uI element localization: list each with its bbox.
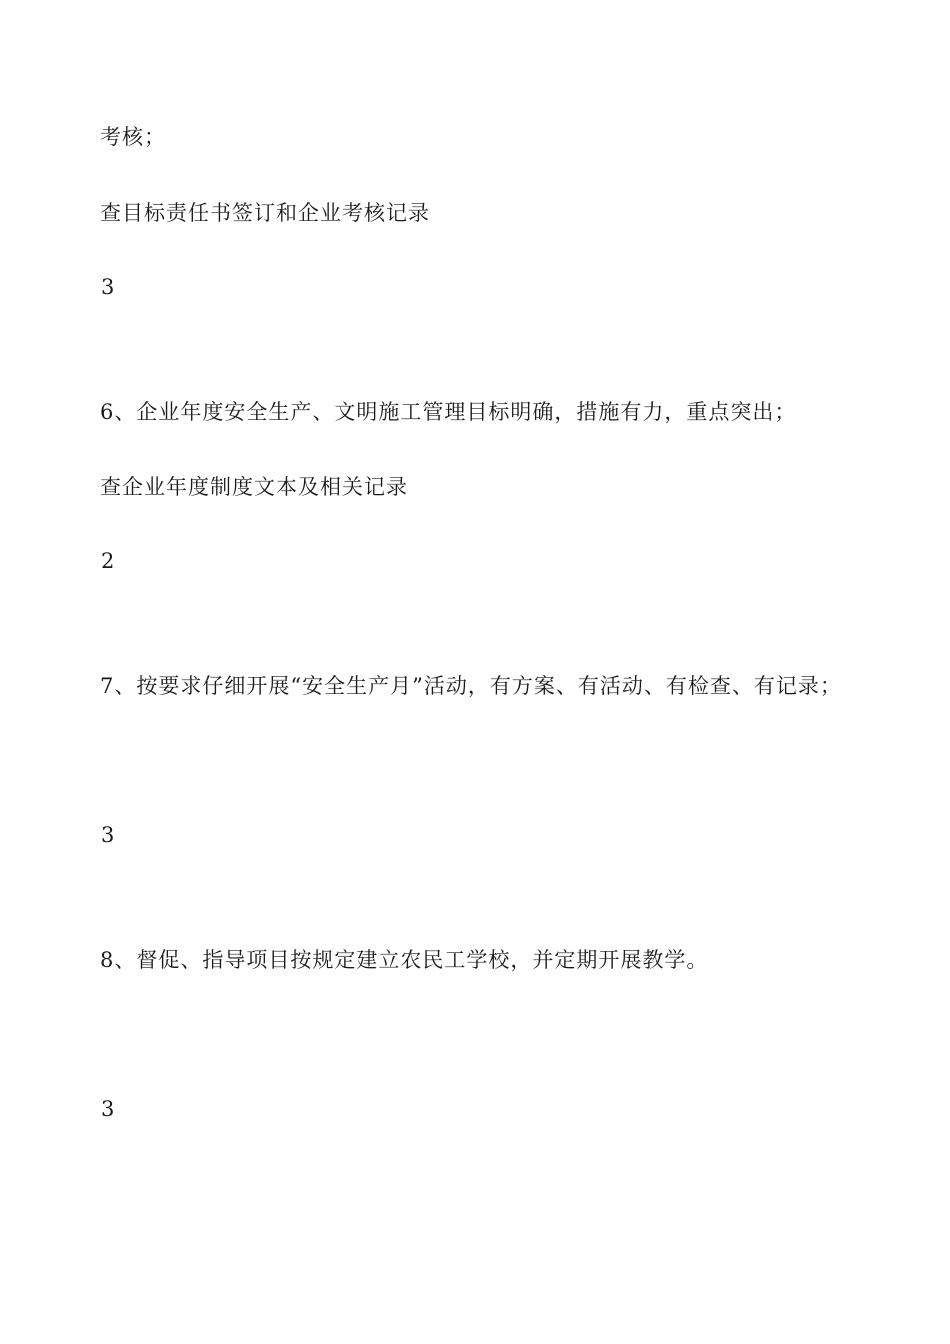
text-line-item-6: 6、企业年度安全生产、文明施工管理目标明确，措施有力，重点突出； (100, 400, 797, 424)
score-value: 3 (101, 823, 115, 847)
score-value: 3 (101, 275, 115, 299)
text-line-check-annual-system: 查企业年度制度文本及相关记录 (100, 475, 408, 499)
text-line-check-target-responsibility: 查目标责任书签订和企业考核记录 (100, 201, 430, 225)
score-value: 2 (101, 549, 115, 573)
text-line-assessment: 考核； (100, 125, 166, 149)
text-line-item-8: 8、督促、指导项目按规定建立农民工学校，并定期开展教学。 (100, 948, 709, 972)
score-value: 3 (101, 1097, 115, 1121)
text-line-item-7: 7、按要求仔细开展“安全生产月”活动，有方案、有活动、有检查、有记录； (100, 674, 842, 698)
